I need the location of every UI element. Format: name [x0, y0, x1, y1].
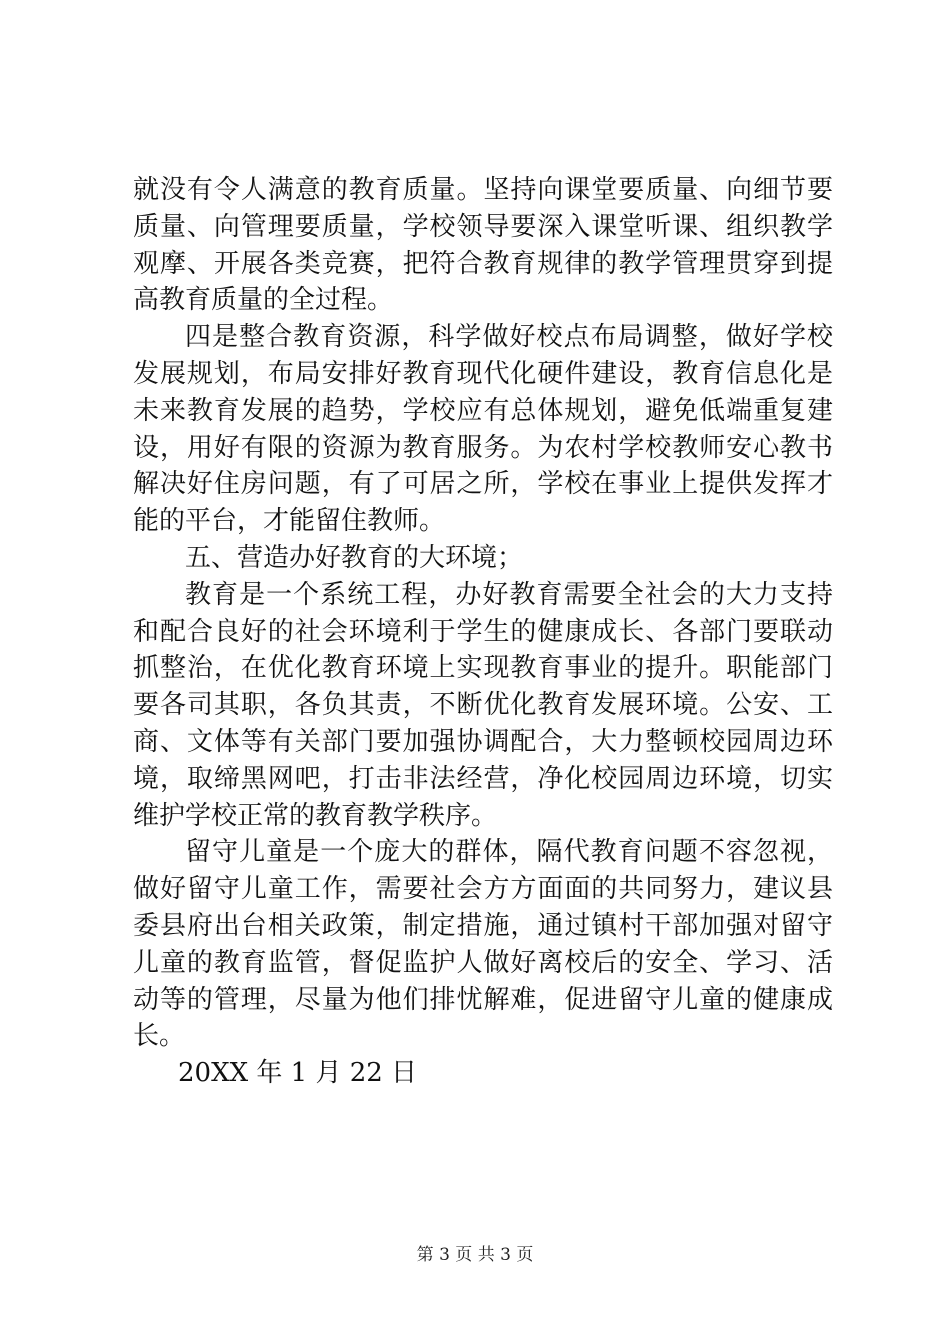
paragraph-left-behind-children: 留守儿童是一个庞大的群体，隔代教育问题不容忽视，做好留守儿童工作，需要社会方方面面的共同努力，建议县委县府出台相关政策，制定措施，通过镇村干部加强对留守儿童的教育监管，督促监护人做好离校后的安全、学习、活动等的管理，尽量为他们排忧解难，促进留守儿童的健康成长。	[133, 837, 833, 1052]
paragraph-continuation: 就没有令人满意的教育质量。坚持向课堂要质量、向细节要质量、向管理要质量，学校领导要深入课堂听课、组织教学观摩、开展各类竞赛，把符合教育规律的教学管理贯穿到提高教育质量的全过程。	[133, 175, 833, 316]
document-body	[133, 172, 833, 1092]
paragraph-resource-integration: 四是整合教育资源，科学做好校点布局调整，做好学校发展规划，布局安排好教育现代化硬件建设，教育信息化是未来教育发展的趋势，学校应有总体规划，避免低端重复建设，用好有限的资源为教育服务。为农村学校教师安心教书解决好住房问题，有了可居之所，学校在事业上提供发挥才能的平台，才能留住教师。	[133, 322, 833, 537]
page-number-label: 第 3 页 共 3 页	[416, 1245, 534, 1265]
section-heading-environment: 五、营造办好教育的大环境；	[185, 542, 524, 573]
document-date: 20XX 年 1 月 22 日	[178, 1058, 418, 1089]
paragraph-education-system: 教育是一个系统工程，办好教育需要全社会的大力支持和配合良好的社会环境利于学生的健康成长、各部门要联动抓整治，在优化教育环境上实现教育事业的提升。职能部门要各司其职，各负其责，不断优化教育发展环境。公安、工商、文体等有关部门要加强协调配合，大力整顿校园周边环境，取缔黑网吧，打击非法经营，净化校园周边环境，切实维护学校正常的教育教学秩序。	[133, 579, 833, 831]
page-footer	[0, 1244, 950, 1266]
